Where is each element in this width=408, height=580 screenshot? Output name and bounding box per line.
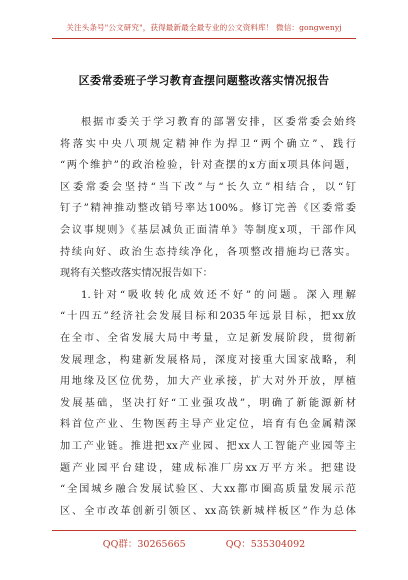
header-divider	[52, 38, 356, 39]
document-body	[60, 112, 356, 522]
text-line: 1.针对“吸收转化成效还不好”的问题。深入理解	[81, 289, 356, 301]
text-line: 料首位产业、生物医药主导产业定位，培育有色金属精深	[60, 419, 356, 431]
footer-divider	[52, 530, 356, 531]
text-line: 钉子”精神推动整改销号率达100%。修订完善《区委常委	[60, 203, 356, 215]
document-title: 区委常委班子学习教育查摆问题整改落实情况报告	[78, 74, 330, 87]
paragraph-intro	[60, 112, 356, 285]
text-line: “十四五”经济社会发展目标和2035年远景目标，把xx放	[60, 311, 356, 323]
text-line: 现将有关整改落实情况报告如下：	[60, 268, 213, 280]
text-line: 题产业园平台建设，建成标准厂房xx万平方米。把建设	[60, 462, 356, 474]
text-line: 发展基础，坚决打好“工业强攻战”，明确了新能源新材	[60, 397, 356, 409]
text-line: 加工产业链。推进把xx产业园、把xx人工智能产业园等主	[60, 440, 356, 452]
text-line: 用地缘及区位优势，加大产业承接，扩大对外开放，厚植	[60, 376, 356, 388]
footer-qq: QQ：535304092	[225, 539, 306, 550]
text-line: “全国城乡融合发展试验区、大xx都市圈高质量发展示范	[60, 484, 356, 496]
text-line: 会议事规则》《基层减负正面清单》等制度x项，干部作风	[60, 224, 356, 236]
text-line: 持续向好、政治生态持续净化，各项整改措施均已落实。	[60, 246, 356, 258]
text-line: “两个维护”的政治检验，针对查摆的x方面x项具体问题，	[60, 160, 356, 172]
text-line: 在全市、全省发展大局中考量，立足新发展阶段，贯彻新	[60, 332, 356, 344]
text-line: 根据市委关于学习教育的部署安排，区委常委会始终	[81, 117, 356, 128]
text-line: 区、全市改革创新引领区、xx高铁新城样板区”作为总体	[60, 505, 356, 517]
footer-contact	[0, 536, 408, 550]
text-line: 发展理念，构建新发展格局，深度对接重大国家战略，利	[60, 354, 356, 366]
text-line: 将落实中央八项规定精神作为捍卫“两个确立”、践行	[60, 138, 356, 150]
header-promo-text: 关注头条号"公文研究"，获得最新最全最专业的公文资料库！ 微信：gongwenyj	[66, 23, 342, 32]
text-line: 区委常委会坚持“当下改”与“长久立”相结合，以“钉	[60, 181, 356, 193]
paragraph-item-1	[60, 285, 356, 523]
footer-qq-group: QQ群：30265665	[102, 539, 186, 550]
